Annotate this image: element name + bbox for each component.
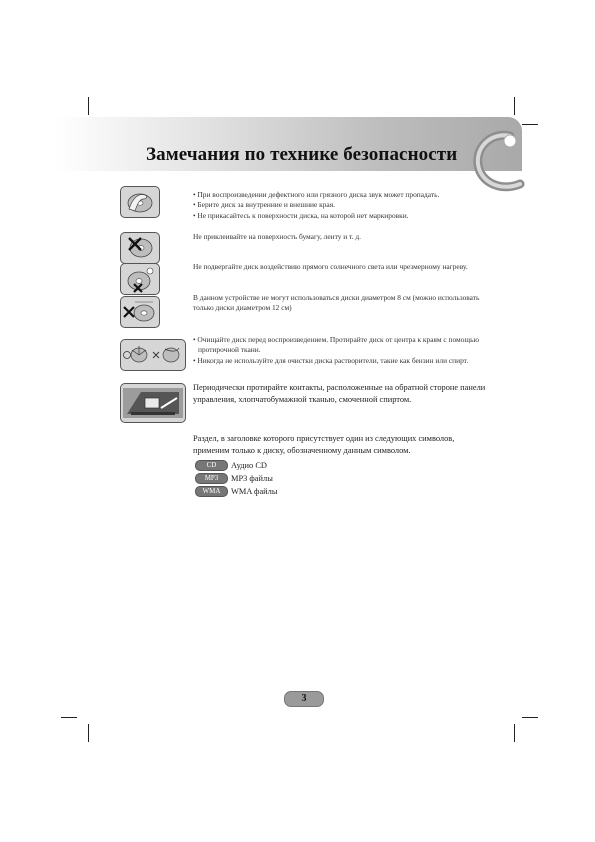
badge-label: Аудио CD bbox=[231, 461, 267, 470]
symbols-intro: Раздел, в заголовке которого присутствует один из следующих символов, применим только к диску, обозначенному данным символом. bbox=[193, 434, 455, 455]
crop-mark bbox=[88, 97, 89, 115]
disc-handling-icon bbox=[120, 186, 160, 218]
badge-label: WMA файлы bbox=[231, 487, 278, 496]
no-sun-note: Не подвергайте диск воздействию прямого солнечного света или чрезмерному нагреву. bbox=[193, 262, 468, 271]
crop-mark bbox=[514, 724, 515, 742]
handling-notes bbox=[193, 190, 488, 221]
badge-label: MP3 файлы bbox=[231, 474, 273, 483]
no-8cm-disc-icon bbox=[120, 296, 160, 328]
contacts-note: Периодически протирайте контакты, расположенные на обратной стороне панели управления, хлопчатобумажной тканью, смоченной спиртом. bbox=[193, 383, 486, 404]
no-paper-icon bbox=[120, 232, 160, 264]
page-title: Замечания по технике безопасности bbox=[146, 144, 458, 165]
bullet-line: • Не прикасайтесь к поверхности диска, на которой нет маркировки. bbox=[193, 210, 409, 220]
bullet-line: • Очищайте диск перед воспроизведением. Протирайте диск от центра к краям с помощью протирочной ткани. bbox=[193, 335, 480, 355]
symbol-row bbox=[195, 486, 277, 497]
mp3-badge: MP3 bbox=[195, 473, 228, 484]
disc-cleaning-icon bbox=[120, 339, 186, 371]
crop-mark bbox=[88, 724, 89, 742]
crop-mark bbox=[522, 717, 538, 718]
panel-contacts-icon bbox=[120, 383, 186, 423]
bullet-line: • При воспроизведении дефектного или грязного диска звук может пропадать. bbox=[193, 190, 440, 199]
page-number: 3 bbox=[284, 691, 324, 707]
no-paper-note: Не приклеивайте на поверхность бумагу, ленту и т. д. bbox=[193, 232, 362, 241]
cd-badge: CD bbox=[195, 460, 228, 471]
no-8cm-note: В данном устройстве не могут использоваться диски диаметром 8 см (можно использовать только диски диаметром 12 см) bbox=[193, 293, 480, 313]
wma-badge: WMA bbox=[195, 486, 228, 497]
crop-mark bbox=[522, 124, 538, 125]
cd-swirl-icon bbox=[470, 130, 530, 192]
bullet-line: • Берите диск за внутренние и внешние края. bbox=[193, 200, 335, 210]
symbol-row bbox=[195, 473, 273, 484]
no-sunlight-icon bbox=[120, 263, 160, 295]
symbol-row bbox=[195, 460, 267, 471]
bullet-line: • Никогда не используйте для очистки диска растворители, такие как бензин или спирт. bbox=[193, 355, 469, 365]
crop-mark bbox=[61, 717, 77, 718]
crop-mark bbox=[514, 97, 515, 115]
cleaning-notes bbox=[193, 335, 488, 366]
